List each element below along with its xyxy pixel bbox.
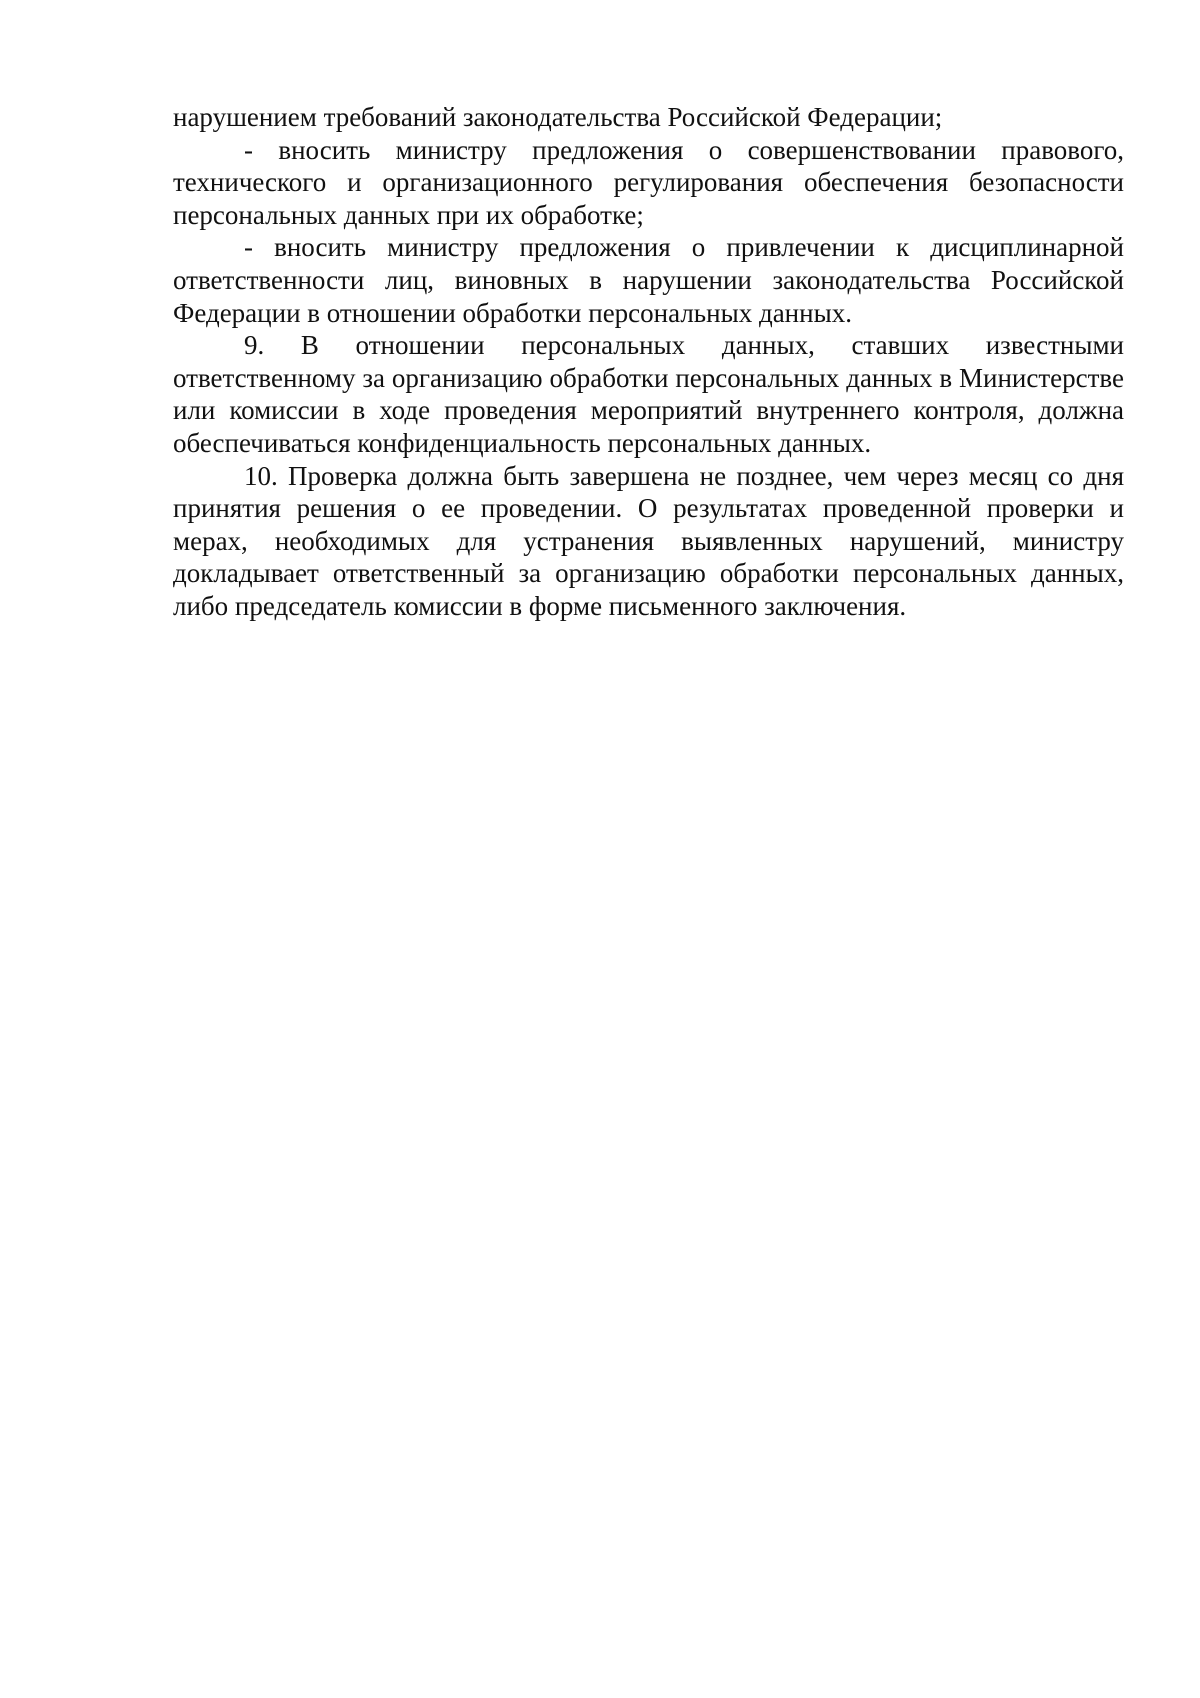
paragraph-proposals-discipline: - вносить министру предложения о привлечении к дисциплинарной ответственности лиц, виновных в нарушении законодательства Российской Федерации в отношении обработки персональных данных. — [173, 232, 1124, 328]
document-body — [173, 101, 1124, 623]
paragraph-item-9-confidentiality: 9. В отношении персональных данных, ставших известными ответственному за организацию обработки персональных данных в Министерстве или комиссии в ходе проведения мероприятий внутреннего контроля, должна обеспечиваться конфиденциальность персональных данных. — [173, 330, 1124, 458]
paragraph-proposals-regulation: - вносить министру предложения о совершенствовании правового, технического и организационного регулирования обеспечения безопасности персональных данных при их обработке; — [173, 134, 1124, 230]
paragraph-violation-continuation: нарушением требований законодательства Российской Федерации; — [173, 102, 943, 132]
paragraph-item-10-deadline: 10. Проверка должна быть завершена не позднее, чем через месяц со дня принятия решения о ее проведении. О результатах проведенной проверки и мерах, необходимых для устранения выявленных нарушений, министру докладывает ответственный за организацию обработки персональных данных, либо председатель комиссии в форме письменного заключения. — [173, 460, 1124, 621]
